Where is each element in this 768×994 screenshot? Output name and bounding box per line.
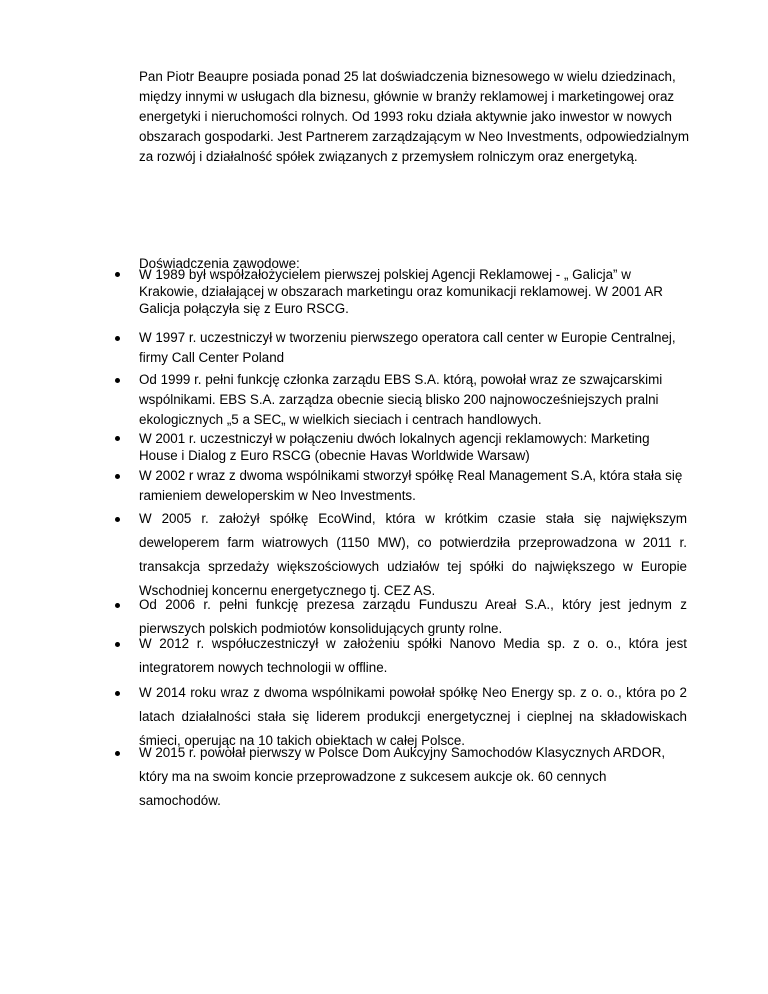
list-item bbox=[139, 507, 687, 603]
intro-paragraph: Pan Piotr Beaupre posiada ponad 25 lat doświadczenia biznesowego w wielu dziedzinach, między innymi w usługach dla biznesu, głównie w branży reklamowej i marketingowej oraz energetyki i nieruchomości rolnych. Od 1993 roku działa aktywnie jako inwestor w nowych obszarach gospodarki. Jest Partnerem zarządzającym w Neo Investments, odpowiedzialnym za rozwój i działalność spółek związanych z przemysłem rolniczym oraz energetyką. bbox=[139, 69, 690, 164]
bullet-dot-icon bbox=[115, 642, 120, 647]
list-item bbox=[139, 430, 687, 464]
section-heading: Doświadczenia zawodowe: bbox=[139, 256, 300, 271]
list-item bbox=[139, 266, 687, 317]
list-item bbox=[139, 466, 687, 506]
list-item-text: W 2015 r. powołał pierwszy w Polsce Dom Aukcyjny Samochodów Klasycznych ARDOR, który ma na swoim koncie przeprowadzone z sukcesem aukcje ok. 60 cennych samochodów. bbox=[139, 745, 666, 808]
bullet-dot-icon bbox=[115, 436, 120, 441]
list-item-text: W 2014 roku wraz z dwoma wspólnikami powołał spółkę Neo Energy sp. z o. o., która po 2 latach działalności stała się liderem produkcji energetycznej i cieplnej na składowiskach śmieci, operując na 10 takich obiektach w całej Polsce. bbox=[139, 685, 687, 748]
bullet-dot-icon bbox=[115, 517, 120, 522]
list-item-text: W 2001 r. uczestniczył w połączeniu dwóch lokalnych agencji reklamowych: Marketing House i Dialog z Euro RSCG (obecnie Havas Worldwide Warsaw) bbox=[139, 431, 650, 463]
list-item-text: Od 1999 r. pełni funkcję członka zarządu EBS S.A. którą, powołał wraz ze szwajcarskimi wspólnikami. EBS S.A. zarządza obecnie siecią blisko 200 najnowocześniejszych pralni ekologicznych „5 a SEC„ w wielkich sieciach i centrach handlowych. bbox=[139, 372, 663, 427]
list-item-text: W 2005 r. założył spółkę EcoWind, która w krótkim czasie stała się największym deweloperem farm wiatrowych (1150 MW), co potwierdziła przeprowadzona w 2011 r. transakcja sprzedaży większościowych udziałów tej spółki do największego w Europie Wschodniej koncernu energetycznego tj. CEZ AS. bbox=[139, 511, 687, 598]
bullet-dot-icon bbox=[115, 378, 120, 383]
bullet-dot-icon bbox=[115, 474, 120, 479]
bullet-dot-icon bbox=[115, 751, 120, 756]
list-item bbox=[139, 632, 687, 680]
list-item-text: Od 2006 r. pełni funkcję prezesa zarządu Funduszu Areał S.A., który jest jednym z pierwszych polskich podmiotów konsolidujących grunty rolne. bbox=[139, 597, 687, 636]
bullet-dot-icon bbox=[115, 603, 120, 608]
list-item bbox=[139, 741, 687, 813]
list-item bbox=[139, 328, 687, 368]
list-item-text: W 1989 był współzałożycielem pierwszej polskiej Agencji Reklamowej - „ Galicja” w Krakowie, działającej w obszarach marketingu oraz komunikacji reklamowej. W 2001 AR Galicja połączyła się z Euro RSCG. bbox=[139, 267, 663, 316]
list-item-text: W 2012 r. współuczestniczył w założeniu spółki Nanovo Media sp. z o. o., która jest integratorem nowych technologii w offline. bbox=[139, 636, 687, 675]
list-item-text: W 2002 r wraz z dwoma wspólnikami stworzył spółkę Real Management S.A, która stała się ramieniem deweloperskim w Neo Investments. bbox=[139, 468, 683, 503]
bullet-dot-icon bbox=[115, 272, 120, 277]
bullet-dot-icon bbox=[115, 336, 120, 341]
bullet-dot-icon bbox=[115, 691, 120, 696]
list-item-text: W 1997 r. uczestniczył w tworzeniu pierwszego operatora call center w Europie Centralnej, firmy Call Center Poland bbox=[139, 330, 676, 365]
list-item bbox=[139, 370, 687, 430]
